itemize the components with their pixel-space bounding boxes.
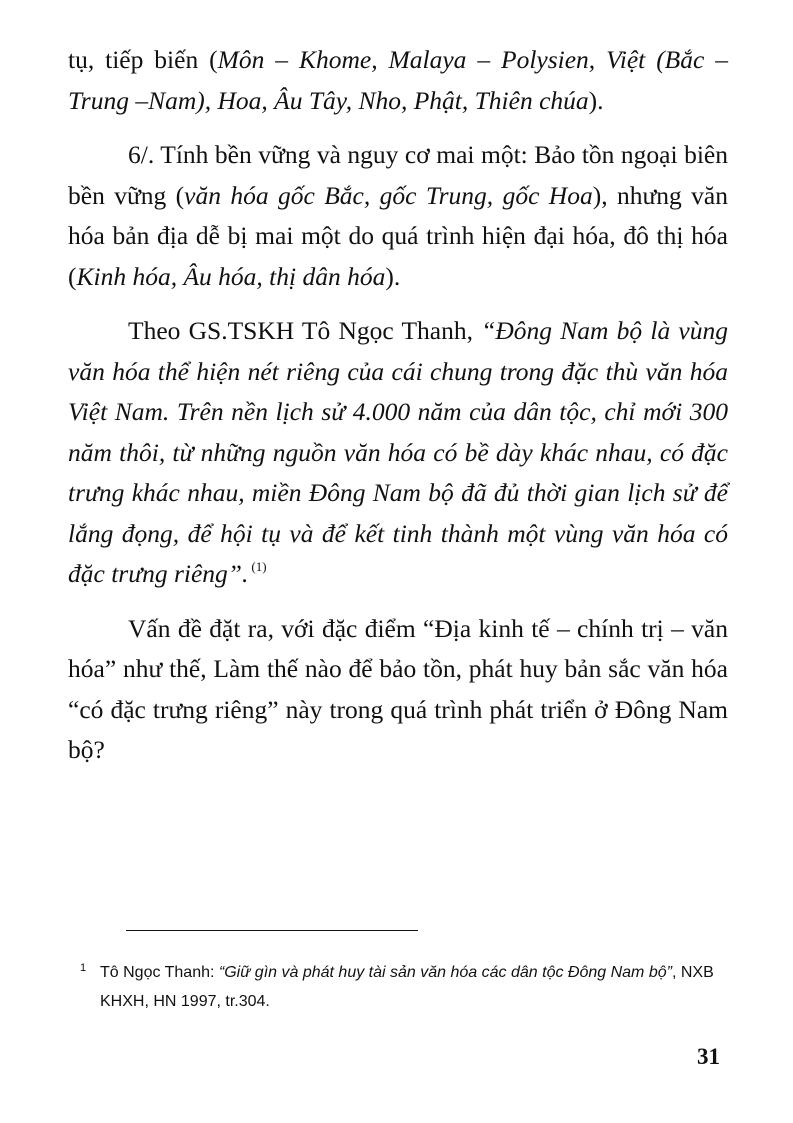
paragraph-1 xyxy=(68,40,728,121)
footnote xyxy=(80,958,720,1016)
paragraph-text: tụ, tiếp biến ( xyxy=(68,45,218,74)
paragraph-text: ). xyxy=(588,85,604,115)
paragraph-3-quote xyxy=(68,311,728,595)
paragraph-text: Vấn đề đặt ra, với đặc điểm “Địa kinh tế – chính trị – văn hóa” như thế, Làm thế nào để bảo tồn, phát huy bản sắc văn hóa “có đặc trưng riêng” này trong quá trình phát triển ở Đông Nam bộ? xyxy=(68,613,728,764)
paragraph-text: 6/. Tính bền vững và nguy cơ mai một: Bảo tồn ngoại biên bền vững ( xyxy=(68,140,728,210)
paragraph-4 xyxy=(68,609,728,771)
italic-text: Môn – Khome, Malaya – Polysien, Việt (Bắc – Trung –Nam), Hoa, Âu Tây, Nho, Phật, Thiên chúa xyxy=(68,45,729,115)
paragraph-text: ). xyxy=(385,261,401,291)
paragraph-2 xyxy=(68,135,728,297)
paragraph-text: ), nhưng văn hóa bản địa dễ bị mai một do quá trình hiện đại hóa, đô thị hóa ( xyxy=(68,180,728,291)
italic-text: Kinh hóa, Âu hóa, thị dân hóa xyxy=(76,261,386,291)
quotation-text: “Đông Nam bộ là vùng văn hóa thể hiện nét riêng của cái chung trong đặc thù văn hóa Việt Nam. Trên nền lịch sử 4.000 năm của dân tộc, chỉ mới 300 năm thôi, từ những nguồn văn hóa có bề dày khác nhau, có đặc trưng khác nhau, miền Đông Nam bộ đã đủ thời gian lịch sử để lắng đọng, để hội tụ và để kết tinh thành một vùng văn hóa có đặc trưng riêng”. xyxy=(68,316,728,588)
page-body xyxy=(68,40,728,785)
footnote-publisher: , NXB KHXH, HN 1997, tr.304. xyxy=(100,964,714,1010)
footnote-reference: (1) xyxy=(251,559,267,574)
paragraph-text: Theo GS.TSKH Tô Ngọc Thanh, xyxy=(128,316,482,345)
footnote-title: “Giữ gìn và phát huy tài sản văn hóa các dân tộc Đông Nam bộ” xyxy=(218,964,672,981)
page-number: 31 xyxy=(697,1044,720,1069)
footnote-author: Tô Ngọc Thanh: xyxy=(100,964,219,981)
footnote-text xyxy=(80,958,720,1016)
footnote-divider xyxy=(126,930,418,931)
footnote-mark: 1 xyxy=(80,962,87,974)
italic-text: văn hóa gốc Bắc, gốc Trung, gốc Hoa xyxy=(184,180,593,210)
